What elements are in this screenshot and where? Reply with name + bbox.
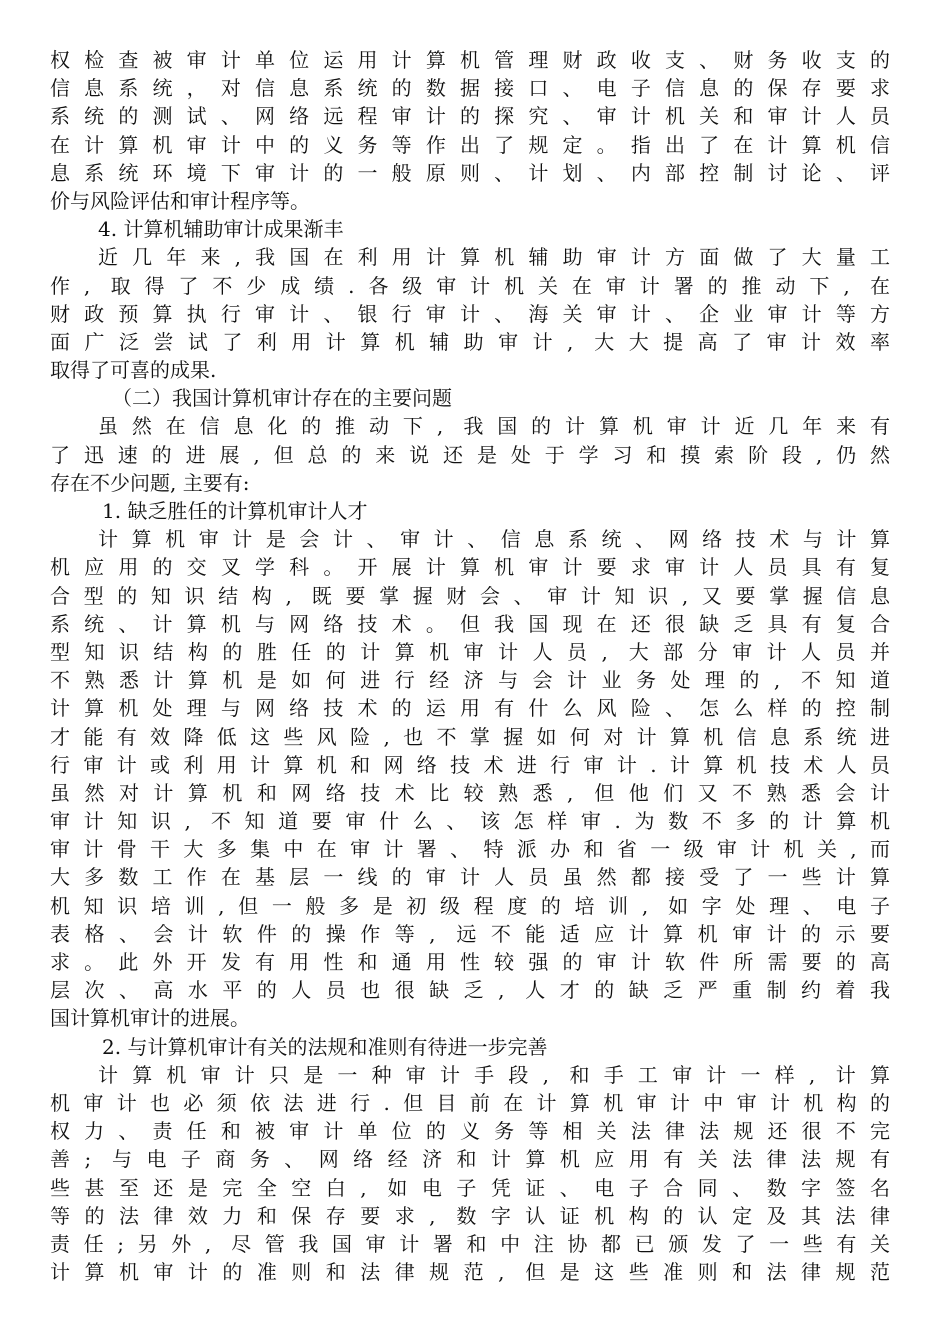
- section-heading: 4. 计算机辅助审计成果渐丰: [98, 217, 344, 242]
- paragraph-first-line: 近几年来,我国在利用计算机辅助审计方面做了大量工: [98, 245, 890, 270]
- text-line: 大多数工作在基层一线的审计人员虽然都接受了一些计算: [50, 865, 890, 890]
- text-line: 权检查被审计单位运用计算机管理财政收支、财务收支的: [50, 48, 890, 72]
- paragraph-first-line: 计算机审计是会计、审计、信息系统、网络技术与计算: [98, 527, 890, 552]
- paragraph-end-line: 价与风险评估和审计程序等。: [50, 188, 310, 213]
- text-line: 虽然对计算机和网络技术比较熟悉, 但他们又不熟悉会计: [50, 780, 890, 805]
- text-line: 才能有效降低这些风险,也不掌握如何对计算机信息系统进: [50, 724, 890, 749]
- document-page: [50, 46, 890, 1286]
- text-line: 权力、责任和被审计单位的义务等相关法律法规还很不完: [50, 1119, 890, 1144]
- section-heading: （二）我国计算机审计存在的主要问题: [112, 386, 452, 411]
- text-line: 等的法律效力和保存要求, 数字认证机构的认定及其法律: [50, 1203, 890, 1228]
- text-line: 表格、会计软件的操作等, 远不能适应计算机审计的示要: [50, 921, 890, 946]
- text-line: 审计知识, 不知道要审什么、该怎样审.为数不多的计算机: [50, 809, 890, 834]
- text-line: 些甚至还是完全空白, 如电子凭证、电子合同、数字签名: [50, 1175, 890, 1200]
- text-line: 了迅速的进展,但总的来说还是处于学习和摸索阶段,仍然: [50, 442, 890, 467]
- text-line: 层次、高水平的人员也很缺乏, 人才的缺乏严重制约着我: [50, 978, 890, 1003]
- section-heading: 1. 缺乏胜任的计算机审计人才: [102, 499, 368, 523]
- text-line: 在计算机审计中的义务等作出了规定。指出了在计算机信: [50, 132, 890, 157]
- text-line: 行审计或利用计算机和网络技术进行审计.计算机技术人员: [50, 752, 890, 777]
- text-line: 责任;另外, 尽管我国审计署和中注协都已颁发了一些有关: [50, 1231, 890, 1256]
- paragraph-first-line: 虽然在信息化的推动下, 我国的计算机审计近几年来有: [98, 414, 890, 439]
- text-line: 审计骨干大多集中在审计署、特派办和省一级审计机关,而: [50, 837, 890, 862]
- text-line: 机审计也必须依法进行.但目前在计算机审计中审计机构的: [50, 1090, 890, 1115]
- text-line: 善; 与电子商务、网络经济和计算机应用有关法律法规有: [50, 1147, 890, 1172]
- paragraph-end-line: 国计算机审计的进展。: [50, 1006, 250, 1031]
- text-line: 面广泛尝试了利用计算机辅助审计, 大大提高了审计效率: [50, 329, 890, 354]
- text-line: 计算机处理与网络技术的运用有什么风险、怎么样的控制: [50, 696, 890, 721]
- text-line: 机知识培训,但一般多是初级程度的培训, 如字处理、电子: [50, 893, 890, 918]
- text-line: 财政预算执行审计、银行审计、海关审计、企业审计等方: [50, 301, 890, 326]
- paragraph-end-line: 存在不少问题, 主要有:: [50, 470, 250, 495]
- text-line: 求。此外开发有用性和通用性较强的审计软件所需要的高: [50, 950, 890, 974]
- text-line: 信息系统，对信息系统的数据接口、电子信息的保存要求: [50, 76, 890, 101]
- text-line: 系统的测试、网络远程审计的探究、审计机关和审计人员: [50, 104, 890, 129]
- text-line: 作, 取得了不少成绩.各级审计机关在审计署的推动下, 在: [50, 273, 890, 298]
- paragraph-end-line: 取得了可喜的成果.: [50, 358, 217, 383]
- text-line: 不熟悉计算机是如何进行经济与会计业务处理的, 不知道: [50, 668, 890, 693]
- text-line: 型知识结构的胜任的计算机审计人员, 大部分审计人员并: [50, 639, 890, 664]
- text-line: 息系统环境下审计的一般原则、计划、内部控制讨论、评: [50, 160, 890, 185]
- text-line: 系统、计算机与网络技术。但我国现在还很缺乏具有复合: [50, 611, 890, 636]
- text-line: 计算机审计的准则和法律规范, 但是这些准则和法律规范: [50, 1260, 890, 1285]
- section-heading: 2. 与计算机审计有关的法规和准则有待进一步完善: [102, 1034, 548, 1059]
- paragraph-first-line: 计算机审计只是一种审计手段, 和手工审计一样, 计算: [98, 1062, 890, 1087]
- text-line: 机应用的交叉学科。开展计算机审计要求审计人员具有复: [50, 555, 890, 580]
- text-line: 合型的知识结构, 既要掌握财会、审计知识,又要掌握信息: [50, 583, 890, 608]
